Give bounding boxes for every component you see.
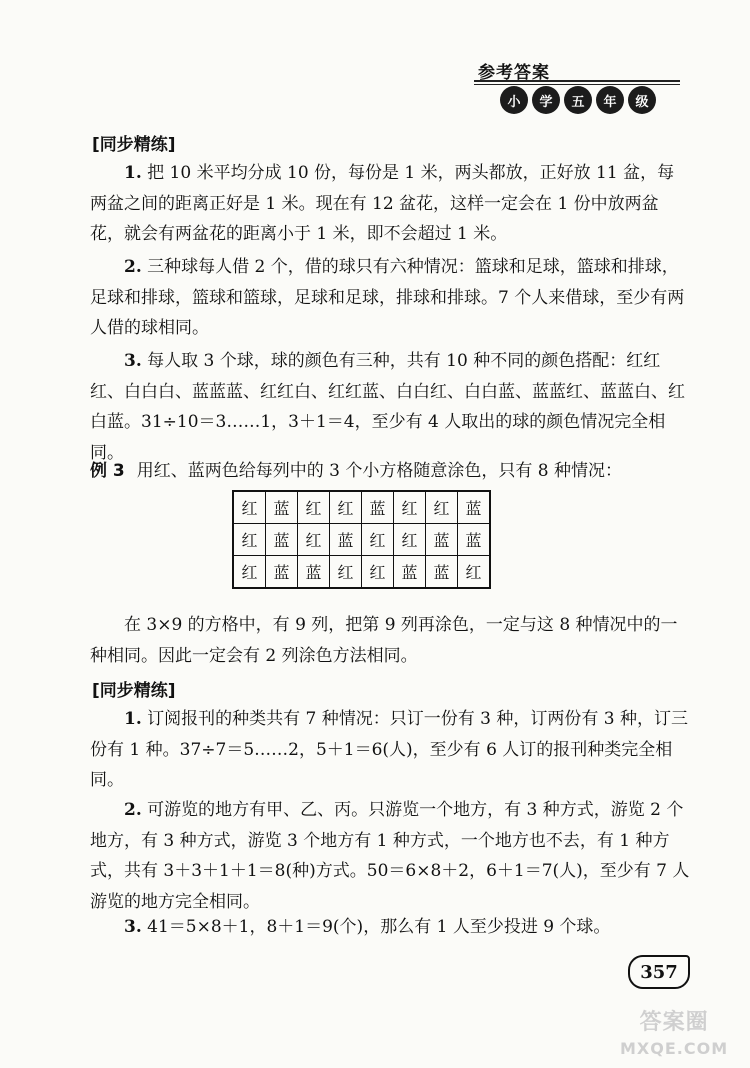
grade-badges bbox=[500, 86, 656, 114]
answer-paragraph bbox=[90, 252, 690, 344]
answer-number: 2. bbox=[124, 257, 142, 277]
section-heading: [同步精练] bbox=[92, 135, 176, 155]
answer-number: 3. bbox=[124, 917, 142, 937]
grid-cell: 红 bbox=[362, 556, 394, 589]
grid-cell: 红 bbox=[330, 491, 362, 524]
answer-text: 可游览的地方有甲、乙、丙。只游览一个地方，有 3 种方式，游览 2 个地方，有 3 种方式，游览 3 个地方有 1 种方式，一个地方也不去，有 1 种方式，共有 3＋3＋1＋1＝8(种)方式。50＝6×8＋2，6＋1＝7(人)，至少有 7 人游览的地方完全相同。 bbox=[90, 800, 690, 912]
watermark-logo bbox=[620, 1010, 728, 1062]
grid-cell: 红 bbox=[330, 556, 362, 589]
answer-paragraph bbox=[90, 158, 690, 250]
watermark-line: 答案圈 bbox=[639, 1010, 709, 1035]
grid-cell: 红 bbox=[298, 491, 330, 524]
grid-cell: 红 bbox=[458, 556, 491, 589]
example-intro: 用红、蓝两色给每列中的 3 个小方格随意涂色，只有 8 种情况： bbox=[136, 461, 622, 481]
answer-text: 三种球每人借 2 个，借的球只有六种情况：篮球和足球，篮球和排球，足球和排球，篮球和篮球，足球和足球，排球和排球。7 个人来借球，至少有两人借的球相同。 bbox=[90, 257, 685, 338]
header-title: 参考答案 bbox=[478, 63, 550, 83]
grade-badge: 级 bbox=[628, 86, 656, 114]
grid-cell: 红 bbox=[298, 524, 330, 556]
color-grid bbox=[232, 490, 491, 589]
answer-number: 1. bbox=[124, 163, 142, 183]
grid-cell: 蓝 bbox=[426, 524, 458, 556]
watermark-line: MXQE.COM bbox=[620, 1039, 729, 1058]
answer-paragraph bbox=[90, 704, 690, 796]
answer-text: 订阅报刊的种类共有 7 种情况：只订一份有 3 种，订两份有 3 种，订三份有 1 种。37÷7＝5……2，5＋1＝6(人)，至少有 6 人订的报刊种类完全相同。 bbox=[90, 709, 689, 790]
grid-cell: 红 bbox=[233, 524, 266, 556]
answer-text: 每人取 3 个球，球的颜色有三种，共有 10 种不同的颜色搭配：红红红、白白白、蓝蓝蓝、红红白、红红蓝、白白红、白白蓝、蓝蓝红、蓝蓝白、红白蓝。31÷10＝3……1，3＋1＝4，至少有 4 人取出的球的颜色情况完全相同。 bbox=[90, 351, 685, 463]
example-label: 例 3 bbox=[90, 461, 125, 481]
grid-cell: 蓝 bbox=[362, 491, 394, 524]
grid-row bbox=[233, 524, 490, 556]
answer-text: 把 10 米平均分成 10 份，每份是 1 米，两头都放，正好放 11 盆，每两盆之间的距离正好是 1 米。现在有 12 盆花，这样一定会在 1 份中放两盆花，就会有两盆花的距离小于 1 米，即不会超过 1 米。 bbox=[90, 163, 675, 244]
answer-paragraph bbox=[90, 346, 690, 468]
answer-paragraph bbox=[90, 912, 690, 943]
grade-badge: 五 bbox=[564, 86, 592, 114]
answer-number: 1. bbox=[124, 709, 142, 729]
grid-cell: 红 bbox=[233, 556, 266, 589]
grade-badge: 学 bbox=[532, 86, 560, 114]
grid-cell: 蓝 bbox=[266, 491, 298, 524]
grid-cell: 蓝 bbox=[458, 524, 491, 556]
grid-cell: 蓝 bbox=[426, 556, 458, 589]
grid-cell: 红 bbox=[426, 491, 458, 524]
header-rule bbox=[474, 80, 680, 82]
grid-cell: 蓝 bbox=[458, 491, 491, 524]
example-line bbox=[90, 456, 690, 487]
grade-badge: 小 bbox=[500, 86, 528, 114]
grid-cell: 红 bbox=[233, 491, 266, 524]
grid-cell: 红 bbox=[362, 524, 394, 556]
grid-cell: 红 bbox=[394, 491, 426, 524]
header-rule-thin bbox=[474, 84, 680, 85]
section-heading: [同步精练] bbox=[92, 681, 176, 701]
answer-number: 2. bbox=[124, 800, 142, 820]
grid-cell: 蓝 bbox=[330, 524, 362, 556]
grid-cell: 蓝 bbox=[266, 524, 298, 556]
grid-row bbox=[233, 556, 490, 589]
grid-cell: 蓝 bbox=[394, 556, 426, 589]
grid-row bbox=[233, 491, 490, 524]
answer-text: 41＝5×8＋1，8＋1＝9(个)，那么有 1 人至少投进 9 个球。 bbox=[141, 917, 611, 937]
answer-paragraph bbox=[90, 795, 690, 917]
page-number: 357 bbox=[628, 955, 690, 989]
grid-cell: 蓝 bbox=[298, 556, 330, 589]
answer-number: 3. bbox=[124, 351, 142, 371]
grid-cell: 红 bbox=[394, 524, 426, 556]
grid-cell: 蓝 bbox=[266, 556, 298, 589]
grade-badge: 年 bbox=[596, 86, 624, 114]
example-conclusion: 在 3×9 的方格中，有 9 列，把第 9 列再涂色，一定与这 8 种情况中的一种相同。因此一定会有 2 列涂色方法相同。 bbox=[90, 615, 678, 666]
